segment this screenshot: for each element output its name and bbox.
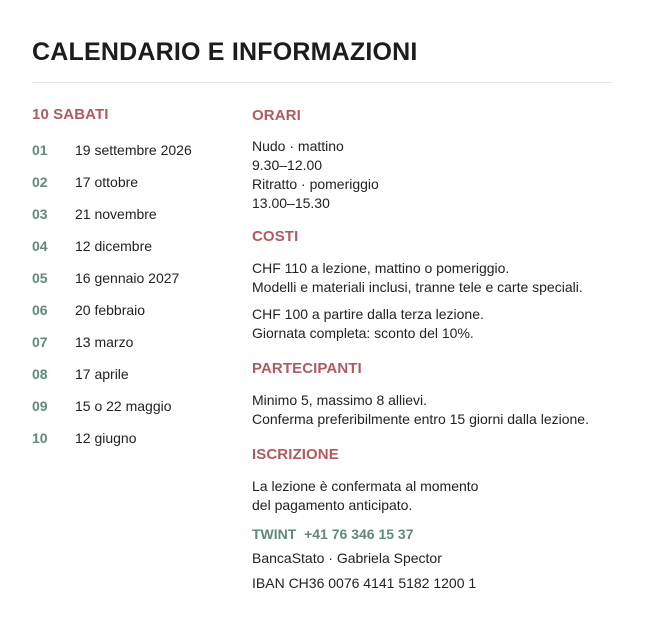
costi-line: CHF 110 a lezione, mattino o pomeriggio. (252, 260, 510, 276)
date-text: 15 o 22 maggio (75, 398, 172, 414)
date-number: 07 (32, 334, 48, 350)
date-text: 17 aprile (75, 366, 129, 382)
date-row (32, 398, 242, 430)
costi-heading: COSTI (252, 228, 299, 245)
partecipanti-text (252, 391, 632, 429)
date-number: 04 (32, 238, 48, 254)
bank-name: BancaStato · Gabriela Spector (252, 550, 442, 566)
info-column (252, 106, 632, 593)
date-number: 10 (32, 430, 48, 446)
date-text: 13 marzo (75, 334, 134, 350)
date-text: 20 febbraio (75, 302, 146, 318)
date-text: 12 giugno (75, 430, 137, 446)
costi-text (252, 259, 632, 343)
date-number: 01 (32, 142, 48, 158)
partecipanti-line: Minimo 5, massimo 8 allievi. (252, 392, 428, 408)
date-row (32, 142, 242, 174)
date-text: 17 ottobre (75, 174, 139, 190)
title-divider (32, 82, 612, 83)
orari-line: Nudo · mattino (252, 138, 344, 154)
costi-line: CHF 100 a partire dalla terza lezione. (252, 306, 484, 322)
date-row (32, 302, 242, 334)
iscrizione-line: del pagamento anticipato. (252, 497, 413, 513)
calendar-heading: 10 SABATI (32, 106, 109, 123)
date-number: 08 (32, 366, 48, 382)
date-row (32, 206, 242, 238)
date-row (32, 270, 242, 302)
iscrizione-text (252, 477, 632, 515)
date-text: 19 settembre 2026 (75, 142, 192, 158)
iscrizione-line: La lezione è confermata al momento (252, 478, 479, 494)
date-text: 16 gennaio 2027 (75, 270, 180, 286)
partecipanti-heading: PARTECIPANTI (252, 360, 362, 377)
orari-line: 13.00–15.30 (252, 195, 330, 211)
date-row (32, 334, 242, 366)
date-number: 06 (32, 302, 48, 318)
iscrizione-heading: ISCRIZIONE (252, 446, 339, 463)
date-row (32, 366, 242, 398)
iban: IBAN CH36 0076 4141 5182 1200 1 (252, 575, 477, 591)
date-list (32, 142, 242, 462)
calendar-column (32, 106, 242, 462)
date-text: 21 novembre (75, 206, 157, 222)
orari-text (252, 137, 632, 213)
twint-number: TWINT +41 76 346 15 37 (252, 526, 414, 542)
date-row (32, 430, 242, 462)
orari-heading: ORARI (252, 107, 301, 124)
date-row (32, 238, 242, 270)
date-text: 12 dicembre (75, 238, 153, 254)
page-title: CALENDARIO E INFORMAZIONI (32, 38, 418, 66)
costi-line: Giornata completa: sconto del 10%. (252, 325, 474, 341)
partecipanti-line: Conferma preferibilmente entro 15 giorni dalla lezione. (252, 411, 589, 427)
date-number: 09 (32, 398, 48, 414)
date-number: 02 (32, 174, 48, 190)
costi-line: Modelli e materiali inclusi, tranne tele e carte speciali. (252, 279, 583, 295)
date-number: 03 (32, 206, 48, 222)
orari-line: Ritratto · pomeriggio (252, 176, 379, 192)
orari-line: 9.30–12.00 (252, 157, 323, 173)
date-row (32, 174, 242, 206)
date-number: 05 (32, 270, 48, 286)
